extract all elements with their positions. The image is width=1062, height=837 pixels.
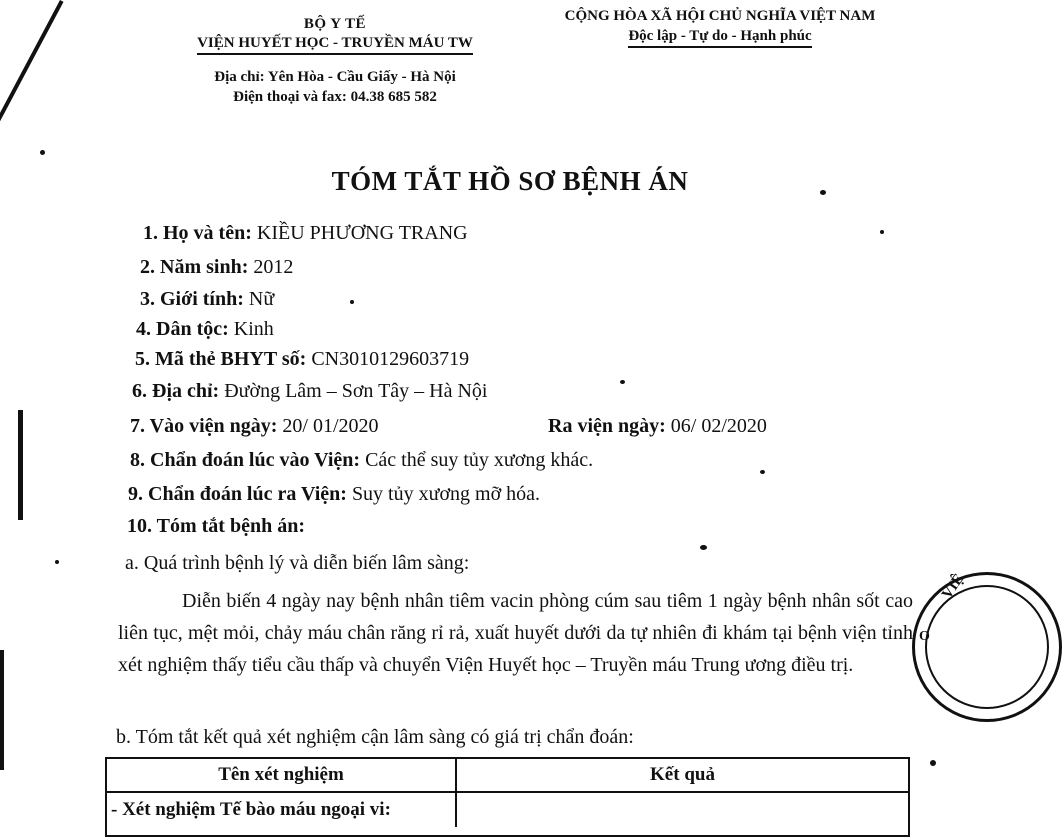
field-ethnicity-label: 4. Dân tộc: bbox=[136, 318, 229, 340]
field-insurance bbox=[135, 348, 469, 371]
stamp-inner-ring bbox=[925, 585, 1049, 709]
field-gender-label: 3. Giới tính: bbox=[140, 288, 244, 310]
field-ethnicity bbox=[136, 318, 274, 341]
national-header bbox=[520, 8, 920, 48]
scan-speck bbox=[700, 545, 707, 550]
summary-heading-text: 10. Tóm tắt bệnh án: bbox=[127, 515, 305, 537]
stamp-letter: O bbox=[919, 629, 930, 644]
section-a-heading: a. Quá trình bệnh lý và diễn biến lâm sàng: bbox=[125, 552, 470, 574]
field-name bbox=[143, 222, 468, 245]
field-name-label: 1. Họ và tên: bbox=[143, 222, 252, 244]
field-admission-label: 7. Vào viện ngày: bbox=[130, 415, 278, 437]
clinical-course-paragraph bbox=[118, 585, 913, 681]
field-birth-year-value: 2012 bbox=[253, 256, 294, 278]
scan-speck bbox=[880, 230, 884, 234]
scan-streak bbox=[18, 410, 23, 520]
field-birth-year bbox=[140, 256, 293, 279]
institute-address: Địa chỉ: Yên Hòa - Cầu Giấy - Hà Nội bbox=[214, 69, 456, 85]
scan-speck bbox=[620, 380, 625, 384]
scan-streak bbox=[0, 650, 4, 770]
field-discharge-diagnosis-label: 9. Chẩn đoán lúc ra Viện: bbox=[128, 483, 347, 505]
field-insurance-label: 5. Mã thẻ BHYT số: bbox=[135, 348, 307, 370]
field-insurance-value: CN3010129603719 bbox=[311, 348, 470, 370]
column-header-result: Kết quả bbox=[650, 764, 715, 785]
field-gender bbox=[140, 288, 274, 311]
stamp-text: VIỆ bbox=[939, 571, 968, 603]
summary-heading bbox=[127, 515, 305, 538]
field-address-label: 6. Địa chỉ: bbox=[132, 380, 220, 402]
column-header-test: Tên xét nghiệm bbox=[107, 759, 457, 791]
field-discharge-date bbox=[548, 415, 767, 438]
field-address-value: Đường Lâm – Sơn Tây – Hà Nội bbox=[224, 380, 488, 402]
scan-speck bbox=[350, 300, 354, 304]
field-discharge-diagnosis-value: Suy tủy xương mỡ hóa. bbox=[351, 483, 541, 505]
field-birth-year-label: 2. Năm sinh: bbox=[140, 256, 249, 278]
field-address bbox=[132, 380, 487, 403]
scan-speck bbox=[40, 150, 45, 155]
field-discharge-label: Ra viện ngày: bbox=[548, 415, 666, 437]
field-admission-value: 20/ 01/2020 bbox=[282, 415, 379, 437]
table-header-row bbox=[107, 759, 908, 793]
institute-phone: Điện thoại và fax: 04.38 685 582 bbox=[233, 89, 437, 105]
lab-results-table bbox=[105, 757, 910, 837]
scan-speck bbox=[820, 190, 826, 195]
ministry-name: BỘ Y TẾ bbox=[303, 16, 367, 32]
field-gender-value: Nữ bbox=[248, 288, 275, 310]
scan-streak bbox=[0, 0, 64, 267]
field-discharge-value: 06/ 02/2020 bbox=[670, 415, 767, 437]
clinical-course-text: Diễn biến 4 ngày nay bệnh nhân tiêm vacin phòng cúm sau tiêm 1 ngày bệnh nhân sốt cao liên tục, mệt mỏi, chảy máu chân răng rỉ rả, xuất huyết dưới da tự nhiên đi khám tại bệnh viện tỉnh xét nghiệm thấy tiểu cầu thấp và chuyển Viện Huyết học – Truyền máu Trung ương điều trị. bbox=[118, 590, 913, 676]
scan-speck bbox=[55, 560, 59, 564]
field-admission-date bbox=[130, 415, 379, 438]
field-name-value: KIỀU PHƯƠNG TRANG bbox=[256, 222, 468, 244]
field-ethnicity-value: Kinh bbox=[233, 318, 274, 340]
field-admission-diagnosis-label: 8. Chẩn đoán lúc vào Viện: bbox=[130, 449, 361, 471]
scan-speck bbox=[760, 470, 765, 474]
institute-name: VIỆN HUYẾT HỌC - TRUYỀN MÁU TW bbox=[197, 35, 473, 55]
country-name: CỘNG HÒA XÃ HỘI CHỦ NGHĨA VIỆT NAM bbox=[564, 8, 876, 24]
table-cell-test: - Xét nghiệm Tế bào máu ngoại vi: bbox=[107, 793, 457, 827]
field-admission-diagnosis-value: Các thể suy tủy xương khác. bbox=[365, 449, 594, 471]
national-motto: Độc lập - Tự do - Hạnh phúc bbox=[628, 28, 811, 48]
table-cell-result bbox=[457, 793, 908, 827]
document-title: TÓM TẮT HỒ SƠ BỆNH ÁN bbox=[331, 166, 689, 196]
section-b-heading: b. Tóm tắt kết quả xét nghiệm cận lâm sàng có giá trị chẩn đoán: bbox=[116, 726, 634, 748]
issuer-header bbox=[150, 16, 520, 106]
field-admission-diagnosis bbox=[130, 449, 593, 472]
table-row bbox=[107, 793, 908, 827]
field-discharge-diagnosis bbox=[128, 483, 540, 506]
scan-speck bbox=[930, 760, 936, 766]
official-stamp-fragment bbox=[912, 572, 1062, 722]
